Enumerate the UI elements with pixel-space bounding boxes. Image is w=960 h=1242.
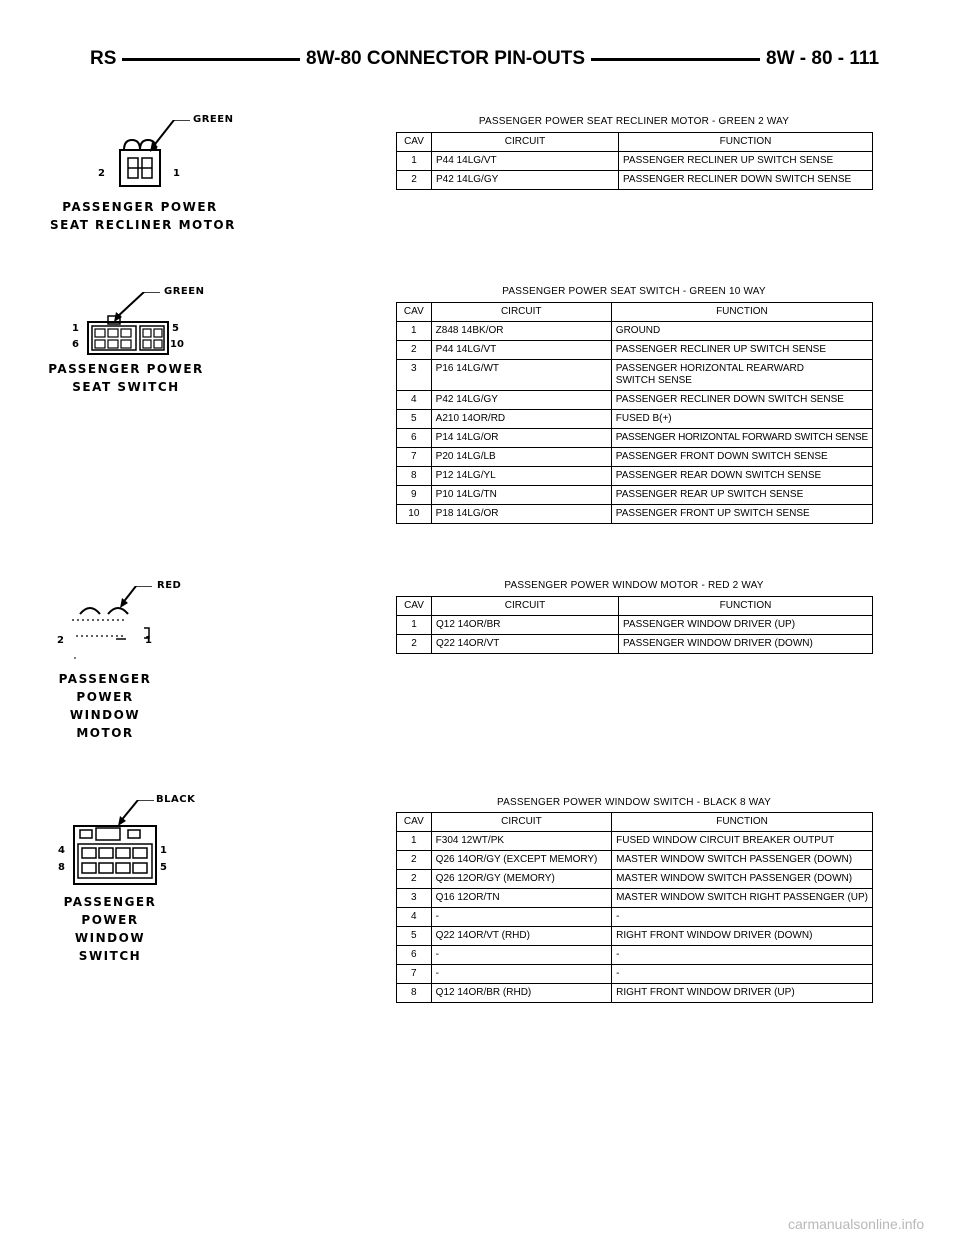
function-cell: FUSED B(+): [611, 410, 872, 429]
function-cell: PASSENGER RECLINER DOWN SWITCH SENSE: [611, 391, 872, 410]
cav-cell: 7: [397, 965, 432, 984]
pinout-table: [396, 812, 873, 1003]
column-header-cav: CAV: [397, 303, 432, 322]
circuit-cell: P44 14LG/VT: [432, 152, 619, 171]
table-row: [397, 391, 873, 410]
table-row: [397, 870, 873, 889]
function-cell: GROUND: [611, 322, 872, 341]
window-switch-connector-diagram: [66, 800, 166, 890]
table-row: [397, 360, 873, 391]
connector-label: [50, 198, 236, 234]
column-header-circuit: CIRCUIT: [431, 303, 611, 322]
cav-cell: 9: [397, 486, 432, 505]
cav-cell: 2: [397, 870, 432, 889]
header-title: 8W-80 CONNECTOR PIN-OUTS: [300, 46, 591, 72]
table-row: [397, 616, 873, 635]
column-header-circuit: CIRCUIT: [431, 813, 611, 832]
cav-cell: 5: [397, 927, 432, 946]
table-title: PASSENGER POWER WINDOW MOTOR - RED 2 WAY: [504, 580, 764, 591]
function-cell: PASSENGER HORIZONTAL FORWARD SWITCH SENSE: [611, 429, 872, 448]
cav-cell: 2: [397, 851, 432, 870]
table-row: [397, 984, 873, 1003]
window-motor-connector-diagram: [66, 586, 166, 666]
column-header-cav: CAV: [397, 133, 432, 152]
function-cell: PASSENGER REAR UP SWITCH SENSE: [611, 486, 872, 505]
circuit-cell: P18 14LG/OR: [431, 505, 611, 524]
function-cell: PASSENGER WINDOW DRIVER (UP): [619, 616, 873, 635]
connector-label-line: SEAT RECLINER MOTOR: [50, 218, 236, 232]
table-row: [397, 927, 873, 946]
table-row: [397, 152, 873, 171]
function-cell: RIGHT FRONT WINDOW DRIVER (UP): [612, 984, 873, 1003]
column-header-function: FUNCTION: [619, 597, 873, 616]
function-cell: MASTER WINDOW SWITCH PASSENGER (DOWN): [612, 870, 873, 889]
table-row: [397, 908, 873, 927]
connector-label-line: PASSENGER POWER: [48, 362, 204, 376]
column-header-circuit: CIRCUIT: [432, 133, 619, 152]
function-cell: PASSENGER RECLINER UP SWITCH SENSE: [611, 341, 872, 360]
function-cell: PASSENGER REAR DOWN SWITCH SENSE: [611, 467, 872, 486]
function-cell: RIGHT FRONT WINDOW DRIVER (DOWN): [612, 927, 873, 946]
circuit-cell: Q12 14OR/BR: [432, 616, 619, 635]
header-rule-left: [112, 58, 312, 61]
cav-cell: 2: [397, 341, 432, 360]
cav-cell: 10: [397, 505, 432, 524]
circuit-cell: P12 14LG/YL: [431, 467, 611, 486]
cav-cell: 7: [397, 448, 432, 467]
cav-cell: 6: [397, 429, 432, 448]
pinout-table: [396, 596, 873, 654]
header-page-number: 8W - 80 - 111: [760, 46, 885, 72]
table-header-row: [397, 133, 873, 152]
circuit-cell: -: [431, 946, 611, 965]
pinout-table: [396, 132, 873, 190]
table-row: [397, 965, 873, 984]
connector-label-line: POWER: [81, 913, 139, 927]
circuit-cell: -: [431, 965, 611, 984]
circuit-cell: Q12 14OR/BR (RHD): [431, 984, 611, 1003]
cav-cell: 2: [397, 635, 432, 654]
table-row: [397, 171, 873, 190]
circuit-cell: Q26 14OR/GY (EXCEPT MEMORY): [431, 851, 611, 870]
circuit-cell: -: [431, 908, 611, 927]
function-cell: PASSENGER WINDOW DRIVER (DOWN): [619, 635, 873, 654]
function-cell: FUSED WINDOW CIRCUIT BREAKER OUTPUT: [612, 832, 873, 851]
cav-cell: 8: [397, 467, 432, 486]
function-cell: -: [612, 965, 873, 984]
connector-label-line: POWER: [76, 690, 134, 704]
cav-cell: 1: [397, 322, 432, 341]
function-cell: -: [612, 908, 873, 927]
function-cell: PASSENGER HORIZONTAL REARWARD SWITCH SENSE: [611, 360, 872, 391]
table-row: [397, 505, 873, 524]
pin-number: 6: [72, 339, 79, 350]
connector-label-line: SEAT SWITCH: [72, 380, 180, 394]
cav-cell: 5: [397, 410, 432, 429]
column-header-cav: CAV: [397, 597, 432, 616]
pin-number: 1: [72, 323, 79, 334]
connector-color-tag: RED: [157, 580, 182, 591]
connector-label-line: WINDOW: [69, 708, 141, 722]
connector-label: [40, 670, 170, 742]
pin-number: 8: [58, 862, 65, 873]
connector-label-line: MOTOR: [76, 726, 134, 740]
circuit-cell: P42 14LG/GY: [432, 171, 619, 190]
table-title: PASSENGER POWER SEAT SWITCH - GREEN 10 WAY: [502, 286, 766, 297]
table-title: PASSENGER POWER WINDOW SWITCH - BLACK 8 WAY: [497, 797, 771, 808]
function-cell: -: [612, 946, 873, 965]
pinout-table: [396, 302, 873, 524]
circuit-cell: Q22 14OR/VT (RHD): [431, 927, 611, 946]
circuit-cell: P16 14LG/WT: [431, 360, 611, 391]
table-row: [397, 635, 873, 654]
column-header-cav: CAV: [397, 813, 432, 832]
connector-label-line: WINDOW: [74, 931, 146, 945]
circuit-cell: F304 12WT/PK: [431, 832, 611, 851]
circuit-cell: Z848 14BK/OR: [431, 322, 611, 341]
pin-number: 1: [160, 845, 167, 856]
pin-number: 10: [170, 339, 184, 350]
table-header-row: [397, 597, 873, 616]
circuit-cell: Q16 12OR/TN: [431, 889, 611, 908]
seat-switch-connector-diagram: [82, 292, 182, 362]
table-row: [397, 467, 873, 486]
cav-cell: 2: [397, 171, 432, 190]
connector-label-line: SWITCH: [78, 949, 142, 963]
cav-cell: 8: [397, 984, 432, 1003]
table-header-row: [397, 303, 873, 322]
pin-number: 5: [172, 323, 179, 334]
pin-number: 5: [160, 862, 167, 873]
table-row: [397, 341, 873, 360]
circuit-cell: P44 14LG/VT: [431, 341, 611, 360]
circuit-cell: P14 14LG/OR: [431, 429, 611, 448]
pin-number: 2: [98, 168, 105, 179]
cav-cell: 6: [397, 946, 432, 965]
table-row: [397, 448, 873, 467]
connector-color-tag: GREEN: [164, 286, 205, 297]
circuit-cell: P42 14LG/GY: [431, 391, 611, 410]
pin-number: 4: [58, 845, 65, 856]
table-row: [397, 851, 873, 870]
page-header: [0, 46, 960, 72]
function-cell: PASSENGER FRONT UP SWITCH SENSE: [611, 505, 872, 524]
circuit-cell: Q22 14OR/VT: [432, 635, 619, 654]
cav-cell: 1: [397, 616, 432, 635]
circuit-cell: P10 14LG/TN: [431, 486, 611, 505]
pin-number: 2: [57, 635, 64, 646]
function-cell: PASSENGER FRONT DOWN SWITCH SENSE: [611, 448, 872, 467]
table-row: [397, 832, 873, 851]
table-row: [397, 429, 873, 448]
cav-cell: 1: [397, 832, 432, 851]
function-cell: PASSENGER RECLINER UP SWITCH SENSE: [619, 152, 873, 171]
function-cell: PASSENGER RECLINER DOWN SWITCH SENSE: [619, 171, 873, 190]
connector-label: [36, 360, 216, 396]
table-title: PASSENGER POWER SEAT RECLINER MOTOR - GREEN 2 WAY: [478, 116, 790, 127]
circuit-cell: P20 14LG/LB: [431, 448, 611, 467]
connector-color-tag: BLACK: [156, 794, 196, 805]
connector-label: [45, 893, 175, 965]
connector-color-tag: GREEN: [193, 114, 234, 125]
table-row: [397, 322, 873, 341]
column-header-function: FUNCTION: [611, 303, 872, 322]
function-cell: MASTER WINDOW SWITCH PASSENGER (DOWN): [612, 851, 873, 870]
function-cell: MASTER WINDOW SWITCH RIGHT PASSENGER (UP): [612, 889, 873, 908]
column-header-function: FUNCTION: [612, 813, 873, 832]
cav-cell: 1: [397, 152, 432, 171]
header-section-code: RS: [84, 46, 122, 72]
watermark-url: carmanualsonline.info: [788, 1216, 925, 1232]
table-row: [397, 946, 873, 965]
column-header-function: FUNCTION: [619, 133, 873, 152]
table-header-row: [397, 813, 873, 832]
connector-label-line: PASSENGER: [58, 672, 152, 686]
circuit-cell: A210 14OR/RD: [431, 410, 611, 429]
connector-label-line: PASSENGER: [63, 895, 157, 909]
cav-cell: 4: [397, 391, 432, 410]
column-header-circuit: CIRCUIT: [432, 597, 619, 616]
cav-cell: 3: [397, 889, 432, 908]
circuit-cell: Q26 12OR/GY (MEMORY): [431, 870, 611, 889]
cav-cell: 4: [397, 908, 432, 927]
table-row: [397, 486, 873, 505]
pin-number: 1: [145, 635, 152, 646]
table-row: [397, 889, 873, 908]
cav-cell: 3: [397, 360, 432, 391]
connector-label-line: PASSENGER POWER: [62, 200, 218, 214]
table-row: [397, 410, 873, 429]
recliner-motor-connector-diagram: [112, 120, 222, 200]
pin-number: 1: [173, 168, 180, 179]
